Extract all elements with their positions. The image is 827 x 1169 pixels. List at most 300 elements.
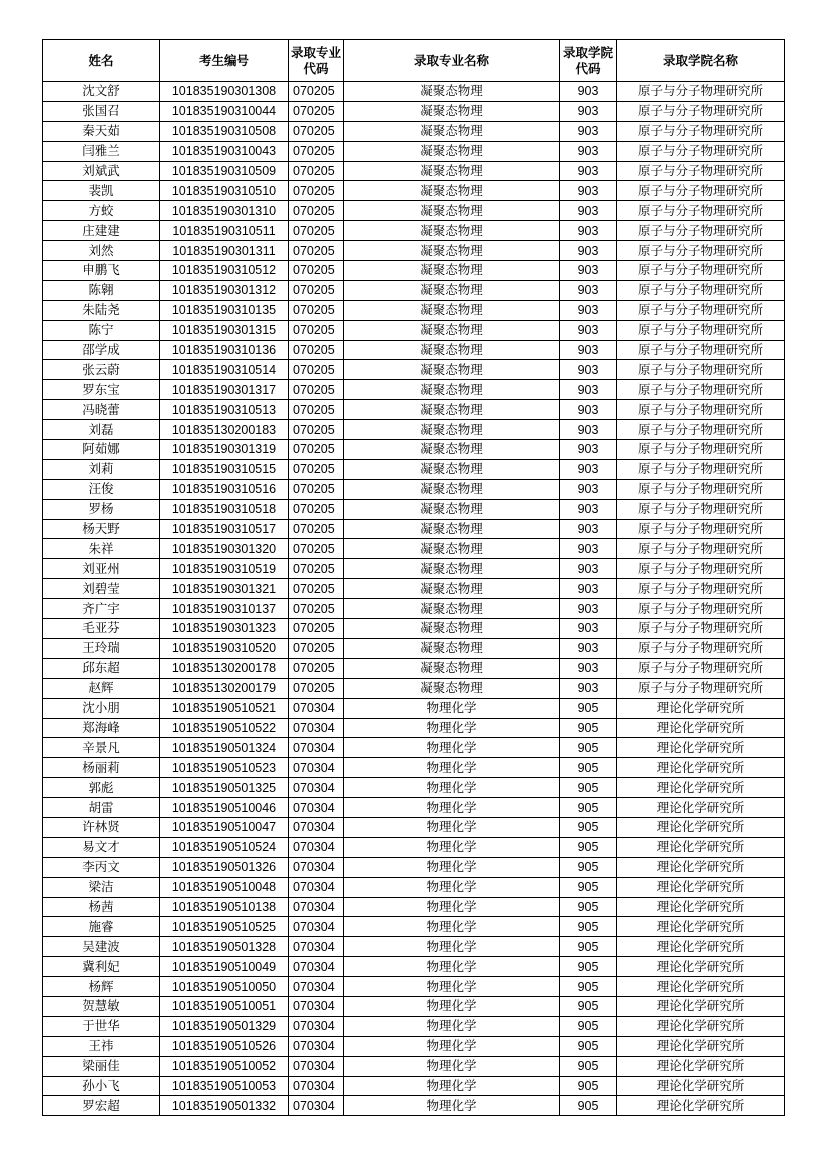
table-row	[43, 897, 785, 917]
cell-candidate-id: 101835190510051	[160, 996, 289, 1016]
table-row	[43, 937, 785, 957]
table-header	[43, 40, 785, 82]
cell-major-name: 物理化学	[344, 996, 560, 1016]
header-major-name: 录取专业名称	[344, 40, 560, 82]
cell-major-code: 070304	[289, 798, 344, 818]
table-row	[43, 440, 785, 460]
table-row	[43, 559, 785, 579]
cell-major-code: 070205	[289, 519, 344, 539]
cell-name: 陈翱	[43, 280, 160, 300]
cell-name: 邱东超	[43, 658, 160, 678]
cell-college-name: 原子与分子物理研究所	[617, 539, 785, 559]
cell-college-code: 903	[560, 380, 617, 400]
cell-major-name: 凝聚态物理	[344, 638, 560, 658]
cell-major-code: 070205	[289, 638, 344, 658]
table-row	[43, 579, 785, 599]
cell-college-name: 原子与分子物理研究所	[617, 161, 785, 181]
cell-college-code: 903	[560, 340, 617, 360]
cell-major-name: 凝聚态物理	[344, 380, 560, 400]
cell-major-code: 070304	[289, 857, 344, 877]
cell-candidate-id: 101835190510052	[160, 1056, 289, 1076]
table-row	[43, 698, 785, 718]
cell-candidate-id: 101835130200179	[160, 678, 289, 698]
cell-candidate-id: 101835190510523	[160, 758, 289, 778]
cell-candidate-id: 101835190301323	[160, 619, 289, 639]
cell-college-code: 903	[560, 221, 617, 241]
cell-college-name: 原子与分子物理研究所	[617, 420, 785, 440]
cell-major-name: 物理化学	[344, 778, 560, 798]
cell-major-code: 070205	[289, 678, 344, 698]
cell-major-code: 070205	[289, 360, 344, 380]
cell-major-name: 物理化学	[344, 758, 560, 778]
cell-college-name: 原子与分子物理研究所	[617, 300, 785, 320]
table-row	[43, 1036, 785, 1056]
cell-college-name: 原子与分子物理研究所	[617, 261, 785, 281]
table-row	[43, 917, 785, 937]
cell-name: 冯晓蕾	[43, 400, 160, 420]
cell-college-code: 905	[560, 957, 617, 977]
cell-major-code: 070304	[289, 877, 344, 897]
cell-major-name: 物理化学	[344, 1036, 560, 1056]
cell-college-code: 903	[560, 539, 617, 559]
cell-college-name: 原子与分子物理研究所	[617, 519, 785, 539]
cell-name: 罗东宝	[43, 380, 160, 400]
cell-name: 辛景凡	[43, 738, 160, 758]
cell-name: 杨辉	[43, 977, 160, 997]
cell-college-code: 903	[560, 420, 617, 440]
cell-major-code: 070304	[289, 698, 344, 718]
cell-major-name: 凝聚态物理	[344, 678, 560, 698]
cell-candidate-id: 101835190301308	[160, 82, 289, 102]
cell-major-name: 凝聚态物理	[344, 658, 560, 678]
cell-major-code: 070304	[289, 1096, 344, 1116]
cell-college-code: 905	[560, 738, 617, 758]
table-row	[43, 340, 785, 360]
cell-major-code: 070304	[289, 758, 344, 778]
cell-name: 汪俊	[43, 479, 160, 499]
cell-college-name: 原子与分子物理研究所	[617, 380, 785, 400]
cell-college-name: 理论化学研究所	[617, 1096, 785, 1116]
cell-college-name: 理论化学研究所	[617, 1056, 785, 1076]
header-candidate-id: 考生编号	[160, 40, 289, 82]
cell-college-code: 905	[560, 937, 617, 957]
cell-name: 梁洁	[43, 877, 160, 897]
cell-major-name: 物理化学	[344, 897, 560, 917]
cell-college-code: 905	[560, 718, 617, 738]
cell-major-name: 凝聚态物理	[344, 519, 560, 539]
table-row	[43, 261, 785, 281]
cell-college-name: 原子与分子物理研究所	[617, 181, 785, 201]
cell-college-name: 理论化学研究所	[617, 718, 785, 738]
cell-college-code: 903	[560, 559, 617, 579]
cell-candidate-id: 101835190501328	[160, 937, 289, 957]
cell-college-code: 905	[560, 1096, 617, 1116]
cell-major-code: 070304	[289, 817, 344, 837]
cell-candidate-id: 101835190510521	[160, 698, 289, 718]
table-row	[43, 1056, 785, 1076]
cell-major-code: 070205	[289, 300, 344, 320]
table-row	[43, 857, 785, 877]
table-row	[43, 738, 785, 758]
cell-college-name: 原子与分子物理研究所	[617, 619, 785, 639]
header-name: 姓名	[43, 40, 160, 82]
cell-candidate-id: 101835190510050	[160, 977, 289, 997]
cell-name: 杨丽莉	[43, 758, 160, 778]
table-row	[43, 201, 785, 221]
cell-candidate-id: 101835190301311	[160, 241, 289, 261]
cell-candidate-id: 101835190310515	[160, 459, 289, 479]
cell-major-name: 凝聚态物理	[344, 400, 560, 420]
cell-name: 于世华	[43, 1016, 160, 1036]
cell-college-name: 原子与分子物理研究所	[617, 101, 785, 121]
cell-college-name: 原子与分子物理研究所	[617, 82, 785, 102]
cell-major-name: 物理化学	[344, 698, 560, 718]
table-row	[43, 658, 785, 678]
cell-college-name: 理论化学研究所	[617, 837, 785, 857]
cell-name: 秦天茹	[43, 121, 160, 141]
cell-college-code: 905	[560, 778, 617, 798]
cell-major-code: 070304	[289, 1076, 344, 1096]
cell-college-name: 原子与分子物理研究所	[617, 559, 785, 579]
cell-candidate-id: 101835190301310	[160, 201, 289, 221]
cell-candidate-id: 101835190310520	[160, 638, 289, 658]
cell-major-code: 070304	[289, 1016, 344, 1036]
cell-major-code: 070304	[289, 957, 344, 977]
cell-major-name: 物理化学	[344, 738, 560, 758]
cell-college-code: 905	[560, 917, 617, 937]
cell-candidate-id: 101835190310518	[160, 499, 289, 519]
cell-college-code: 903	[560, 360, 617, 380]
cell-college-name: 原子与分子物理研究所	[617, 599, 785, 619]
cell-college-name: 理论化学研究所	[617, 698, 785, 718]
cell-college-code: 903	[560, 241, 617, 261]
cell-college-name: 理论化学研究所	[617, 897, 785, 917]
cell-name: 刘磊	[43, 420, 160, 440]
cell-college-code: 905	[560, 758, 617, 778]
cell-major-code: 070304	[289, 977, 344, 997]
cell-name: 张云蔚	[43, 360, 160, 380]
cell-candidate-id: 101835190310512	[160, 261, 289, 281]
cell-candidate-id: 101835190301317	[160, 380, 289, 400]
cell-name: 陈宁	[43, 320, 160, 340]
cell-college-name: 原子与分子物理研究所	[617, 678, 785, 698]
cell-major-name: 凝聚态物理	[344, 459, 560, 479]
cell-major-code: 070205	[289, 340, 344, 360]
cell-major-name: 凝聚态物理	[344, 440, 560, 460]
cell-name: 吴建波	[43, 937, 160, 957]
cell-college-name: 理论化学研究所	[617, 977, 785, 997]
cell-major-name: 物理化学	[344, 1056, 560, 1076]
cell-candidate-id: 101835190310044	[160, 101, 289, 121]
cell-college-name: 理论化学研究所	[617, 1016, 785, 1036]
cell-major-code: 070205	[289, 619, 344, 639]
cell-name: 罗宏超	[43, 1096, 160, 1116]
table-row	[43, 619, 785, 639]
cell-college-name: 原子与分子物理研究所	[617, 440, 785, 460]
table-row	[43, 678, 785, 698]
cell-name: 梁丽佳	[43, 1056, 160, 1076]
cell-candidate-id: 101835190510049	[160, 957, 289, 977]
cell-major-name: 凝聚态物理	[344, 221, 560, 241]
table-row	[43, 280, 785, 300]
cell-name: 毛亚芬	[43, 619, 160, 639]
cell-candidate-id: 101835190310135	[160, 300, 289, 320]
cell-name: 方蛟	[43, 201, 160, 221]
cell-name: 杨天野	[43, 519, 160, 539]
cell-name: 冀利妃	[43, 957, 160, 977]
cell-college-code: 903	[560, 121, 617, 141]
cell-college-code: 905	[560, 798, 617, 818]
cell-name: 申鹏飞	[43, 261, 160, 281]
cell-college-name: 原子与分子物理研究所	[617, 221, 785, 241]
cell-college-code: 903	[560, 280, 617, 300]
cell-major-name: 物理化学	[344, 917, 560, 937]
cell-major-name: 物理化学	[344, 857, 560, 877]
cell-candidate-id: 101835190510524	[160, 837, 289, 857]
table-row	[43, 141, 785, 161]
cell-major-name: 凝聚态物理	[344, 82, 560, 102]
cell-major-code: 070205	[289, 181, 344, 201]
cell-major-code: 070205	[289, 658, 344, 678]
cell-college-code: 903	[560, 82, 617, 102]
cell-major-code: 070304	[289, 996, 344, 1016]
table-row	[43, 877, 785, 897]
cell-candidate-id: 101835190310519	[160, 559, 289, 579]
cell-major-code: 070304	[289, 1056, 344, 1076]
cell-college-name: 原子与分子物理研究所	[617, 658, 785, 678]
cell-name: 杨茜	[43, 897, 160, 917]
cell-major-name: 物理化学	[344, 798, 560, 818]
cell-major-name: 凝聚态物理	[344, 101, 560, 121]
cell-college-code: 903	[560, 101, 617, 121]
cell-name: 刘斌武	[43, 161, 160, 181]
cell-major-name: 凝聚态物理	[344, 340, 560, 360]
table-row	[43, 977, 785, 997]
cell-college-code: 903	[560, 499, 617, 519]
cell-name: 齐广宇	[43, 599, 160, 619]
cell-college-name: 理论化学研究所	[617, 857, 785, 877]
cell-college-name: 理论化学研究所	[617, 778, 785, 798]
cell-college-code: 905	[560, 837, 617, 857]
cell-major-code: 070205	[289, 121, 344, 141]
cell-name: 易文才	[43, 837, 160, 857]
cell-name: 贺慧敏	[43, 996, 160, 1016]
cell-candidate-id: 101835190501324	[160, 738, 289, 758]
cell-college-code: 903	[560, 320, 617, 340]
cell-name: 孙小飞	[43, 1076, 160, 1096]
table-row	[43, 837, 785, 857]
cell-college-name: 理论化学研究所	[617, 1076, 785, 1096]
cell-major-name: 物理化学	[344, 1016, 560, 1036]
cell-college-code: 905	[560, 1016, 617, 1036]
table-row	[43, 718, 785, 738]
cell-college-name: 理论化学研究所	[617, 996, 785, 1016]
cell-college-code: 903	[560, 161, 617, 181]
cell-major-name: 凝聚态物理	[344, 141, 560, 161]
cell-major-code: 070205	[289, 579, 344, 599]
cell-college-name: 理论化学研究所	[617, 798, 785, 818]
cell-college-code: 903	[560, 519, 617, 539]
table-row	[43, 101, 785, 121]
cell-major-name: 凝聚态物理	[344, 320, 560, 340]
table-row	[43, 996, 785, 1016]
cell-major-name: 凝聚态物理	[344, 241, 560, 261]
cell-major-name: 物理化学	[344, 1076, 560, 1096]
cell-college-name: 原子与分子物理研究所	[617, 201, 785, 221]
table-row	[43, 82, 785, 102]
cell-college-name: 原子与分子物理研究所	[617, 638, 785, 658]
cell-college-name: 理论化学研究所	[617, 1036, 785, 1056]
cell-major-name: 物理化学	[344, 877, 560, 897]
table-row	[43, 479, 785, 499]
cell-college-code: 905	[560, 996, 617, 1016]
cell-major-code: 070205	[289, 420, 344, 440]
cell-college-code: 903	[560, 181, 617, 201]
cell-candidate-id: 101835190510053	[160, 1076, 289, 1096]
cell-college-name: 理论化学研究所	[617, 917, 785, 937]
cell-name: 胡雷	[43, 798, 160, 818]
cell-candidate-id: 101835190310043	[160, 141, 289, 161]
cell-major-code: 070205	[289, 380, 344, 400]
cell-major-name: 凝聚态物理	[344, 579, 560, 599]
cell-college-code: 905	[560, 1076, 617, 1096]
table-row	[43, 817, 785, 837]
cell-candidate-id: 101835130200183	[160, 420, 289, 440]
cell-major-code: 070205	[289, 201, 344, 221]
cell-major-code: 070304	[289, 778, 344, 798]
cell-candidate-id: 101835190310517	[160, 519, 289, 539]
cell-major-name: 凝聚态物理	[344, 479, 560, 499]
cell-major-code: 070205	[289, 559, 344, 579]
cell-college-name: 原子与分子物理研究所	[617, 360, 785, 380]
cell-major-name: 物理化学	[344, 718, 560, 738]
cell-college-code: 903	[560, 619, 617, 639]
cell-college-code: 903	[560, 638, 617, 658]
cell-candidate-id: 101835190510526	[160, 1036, 289, 1056]
cell-college-code: 903	[560, 459, 617, 479]
cell-major-name: 物理化学	[344, 1096, 560, 1116]
cell-major-code: 070205	[289, 599, 344, 619]
cell-college-code: 903	[560, 300, 617, 320]
cell-college-name: 理论化学研究所	[617, 957, 785, 977]
cell-college-name: 原子与分子物理研究所	[617, 459, 785, 479]
table-row	[43, 320, 785, 340]
table-row	[43, 599, 785, 619]
cell-college-code: 903	[560, 400, 617, 420]
cell-name: 赵辉	[43, 678, 160, 698]
cell-candidate-id: 101835190310510	[160, 181, 289, 201]
table-row	[43, 241, 785, 261]
cell-major-code: 070205	[289, 440, 344, 460]
cell-candidate-id: 101835190510046	[160, 798, 289, 818]
cell-major-code: 070304	[289, 937, 344, 957]
cell-candidate-id: 101835190301321	[160, 579, 289, 599]
table-row	[43, 181, 785, 201]
cell-college-name: 原子与分子物理研究所	[617, 320, 785, 340]
table-row	[43, 380, 785, 400]
table-row	[43, 300, 785, 320]
cell-college-code: 903	[560, 261, 617, 281]
table-row	[43, 1016, 785, 1036]
header-college-code: 录取学院代码	[560, 40, 617, 82]
cell-major-name: 凝聚态物理	[344, 499, 560, 519]
admission-table	[42, 39, 785, 1116]
table-row	[43, 499, 785, 519]
table-row	[43, 1076, 785, 1096]
cell-major-code: 070304	[289, 837, 344, 857]
cell-major-name: 凝聚态物理	[344, 201, 560, 221]
cell-candidate-id: 101835190310511	[160, 221, 289, 241]
cell-college-name: 原子与分子物理研究所	[617, 579, 785, 599]
table-row	[43, 778, 785, 798]
cell-college-code: 905	[560, 1036, 617, 1056]
cell-major-name: 凝聚态物理	[344, 619, 560, 639]
cell-name: 刘碧莹	[43, 579, 160, 599]
header-college-name: 录取学院名称	[617, 40, 785, 82]
table-row	[43, 459, 785, 479]
cell-candidate-id: 101835190310513	[160, 400, 289, 420]
cell-major-name: 凝聚态物理	[344, 280, 560, 300]
table-row	[43, 400, 785, 420]
cell-college-name: 理论化学研究所	[617, 937, 785, 957]
cell-name: 沈小朋	[43, 698, 160, 718]
cell-college-name: 原子与分子物理研究所	[617, 280, 785, 300]
cell-name: 许林贤	[43, 817, 160, 837]
table-row	[43, 638, 785, 658]
cell-candidate-id: 101835190301312	[160, 280, 289, 300]
cell-major-name: 物理化学	[344, 937, 560, 957]
cell-major-name: 物理化学	[344, 817, 560, 837]
table-row	[43, 121, 785, 141]
table-row	[43, 360, 785, 380]
cell-major-code: 070205	[289, 479, 344, 499]
cell-candidate-id: 101835190501325	[160, 778, 289, 798]
table-row	[43, 420, 785, 440]
cell-college-code: 905	[560, 877, 617, 897]
cell-name: 沈文舒	[43, 82, 160, 102]
cell-name: 郭彪	[43, 778, 160, 798]
cell-candidate-id: 101835190310509	[160, 161, 289, 181]
cell-name: 庄建建	[43, 221, 160, 241]
cell-college-code: 903	[560, 479, 617, 499]
cell-college-name: 理论化学研究所	[617, 817, 785, 837]
cell-college-code: 905	[560, 977, 617, 997]
cell-major-code: 070205	[289, 400, 344, 420]
cell-major-code: 070205	[289, 241, 344, 261]
cell-candidate-id: 101835190301319	[160, 440, 289, 460]
header-major-code: 录取专业代码	[289, 40, 344, 82]
cell-name: 施睿	[43, 917, 160, 937]
cell-name: 王祎	[43, 1036, 160, 1056]
cell-major-code: 070205	[289, 82, 344, 102]
cell-major-name: 物理化学	[344, 957, 560, 977]
cell-name: 邵学成	[43, 340, 160, 360]
table-row	[43, 221, 785, 241]
cell-major-code: 070205	[289, 141, 344, 161]
cell-college-code: 905	[560, 857, 617, 877]
cell-candidate-id: 101835190310508	[160, 121, 289, 141]
cell-major-code: 070205	[289, 221, 344, 241]
cell-name: 张国召	[43, 101, 160, 121]
cell-college-name: 原子与分子物理研究所	[617, 241, 785, 261]
cell-name: 李丙文	[43, 857, 160, 877]
cell-candidate-id: 101835190501332	[160, 1096, 289, 1116]
cell-college-code: 903	[560, 579, 617, 599]
cell-college-code: 905	[560, 1056, 617, 1076]
cell-major-code: 070205	[289, 101, 344, 121]
table-row	[43, 539, 785, 559]
cell-major-code: 070205	[289, 539, 344, 559]
